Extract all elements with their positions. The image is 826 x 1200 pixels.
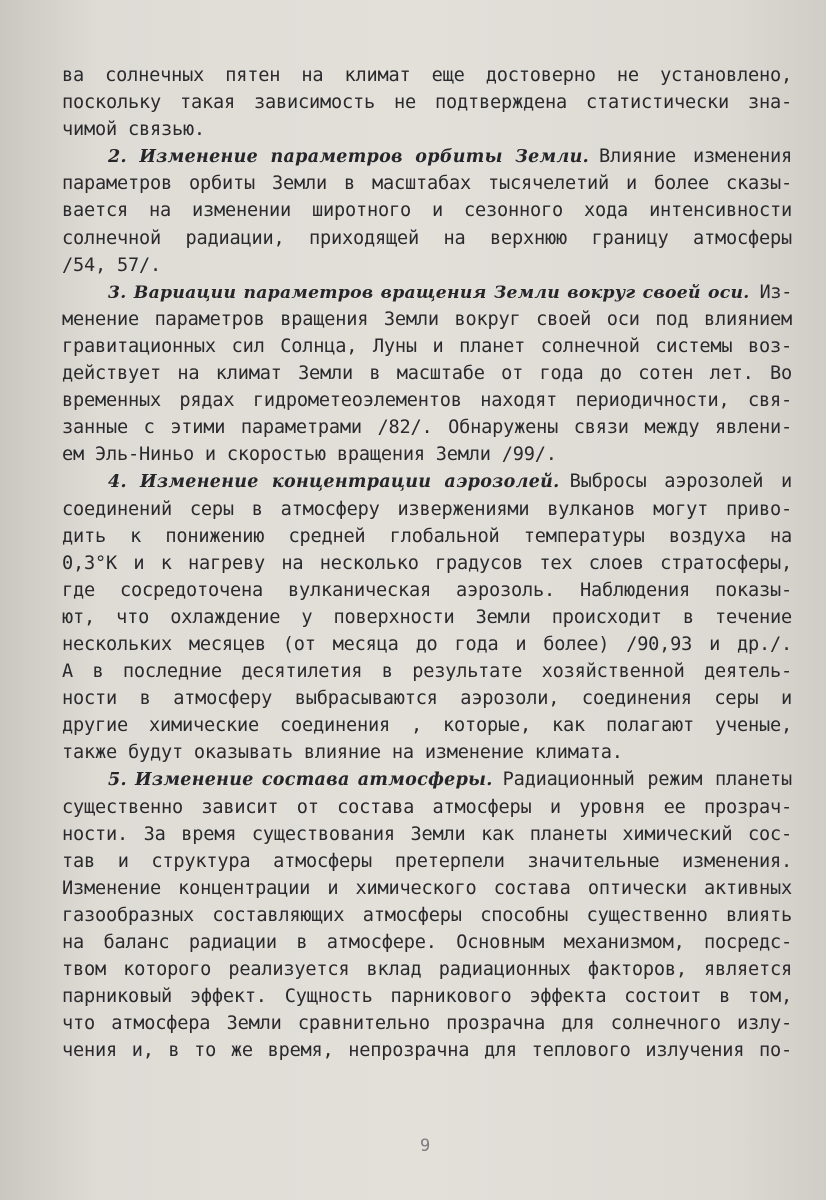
text-line	[62, 794, 792, 821]
line-text: Выбросы аэрозолей и	[569, 471, 792, 493]
section-heading-line	[62, 766, 792, 793]
text-line	[62, 360, 792, 387]
text-line	[62, 685, 792, 712]
text-line	[62, 306, 792, 333]
line-text: парниковый эффект. Сущность парникового эффекта состоит в том,	[62, 986, 792, 1008]
text-line	[62, 252, 792, 279]
line-text: временных рядах гидрометеоэлементов находят периодичности, свя-	[62, 390, 792, 412]
section-heading: 5. Изменение состава атмосферы.	[108, 770, 493, 791]
text-line	[62, 658, 792, 685]
line-text: чимой связью.	[62, 119, 205, 141]
text-line	[62, 1010, 792, 1037]
text-line	[62, 821, 792, 848]
line-text: ва солнечных пятен на климат еще достоверно не установлено,	[62, 65, 792, 86]
line-text: ем Эль-Ниньо и скоростью вращения Земли /99/.	[62, 444, 557, 466]
line-text: твом которого реализуется вклад радиационных факторов, является	[62, 959, 792, 981]
line-text: ности. За время существования Земли как планеты химический сос-	[62, 823, 792, 845]
line-text: солнечной радиации, приходящей на верхнюю границу атмосферы	[62, 227, 792, 249]
line-text: параметров орбиты Земли в масштабах тысячелетий и более сказы-	[62, 173, 792, 195]
section-heading-line	[62, 468, 792, 495]
line-text: существенно зависит от состава атмосферы и уровня ее прозрач-	[62, 796, 792, 818]
line-text: Радиационный режим планеты	[502, 769, 793, 791]
text-line	[62, 929, 792, 956]
line-text: Из-	[759, 281, 792, 303]
text-line	[62, 387, 792, 414]
text-line	[62, 225, 792, 252]
body-text	[62, 62, 792, 1064]
line-text: соединений серы в атмосферу извержениями вулканов могут приво-	[62, 498, 792, 520]
line-text: чения и, в то же время, непрозрачна для теплового излучения по-	[62, 1040, 792, 1062]
text-line	[62, 414, 792, 441]
line-text: нескольких месяцев (от месяца до года и более) /90,93 и др./.	[62, 633, 792, 655]
text-line	[62, 712, 792, 739]
line-text: тав и структура атмосферы претерпели значительные изменения.	[62, 850, 792, 872]
line-text: А в последние десятилетия в результате хозяйственной деятель-	[62, 661, 792, 683]
section-heading: 2. Изменение параметров орбиты Земли.	[108, 147, 589, 168]
text-line	[62, 89, 792, 116]
line-text: Изменение концентрации и химического состава оптически активных	[62, 877, 792, 899]
text-line	[62, 956, 792, 983]
line-text: действует на климат Земли в масштабе от года до сотен лет. Во	[62, 363, 792, 385]
line-text: ности в атмосферу выбрасываются аэрозоли, соединения серы и	[62, 688, 792, 710]
text-line	[62, 604, 792, 631]
line-text: газообразных составляющих атмосферы способны существенно влиять	[62, 904, 792, 926]
text-line	[62, 902, 792, 929]
text-line	[62, 333, 792, 360]
section-heading: 4. Изменение концентрации аэрозолей.	[108, 472, 560, 493]
text-line	[62, 116, 792, 143]
line-text: менение параметров вращения Земли вокруг своей оси под влиянием	[62, 308, 792, 330]
line-text: гравитационных сил Солнца, Луны и планет солнечной системы воз-	[62, 335, 792, 357]
text-line	[62, 631, 792, 658]
section-heading-line	[62, 279, 792, 306]
line-text: /54, 57/.	[62, 254, 161, 276]
text-line	[62, 739, 792, 766]
text-line	[62, 197, 792, 224]
text-line	[62, 62, 792, 89]
text-line	[62, 983, 792, 1010]
line-text: поскольку такая зависимость не подтверждена статистически зна-	[62, 92, 792, 114]
page-number: 9	[420, 1136, 431, 1156]
section-heading-line	[62, 143, 792, 170]
text-line	[62, 496, 792, 523]
text-line	[62, 875, 792, 902]
line-text: на баланс радиации в атмосфере. Основным механизмом, посредс-	[62, 932, 792, 953]
line-text: также будут оказывать влияние на изменение климата.	[62, 742, 623, 764]
section-heading: 3. Вариации параметров вращения Земли вокруг своей оси.	[108, 282, 750, 303]
line-text: ют, что охлаждение у поверхности Земли происходит в течение	[62, 606, 792, 628]
text-line	[62, 170, 792, 197]
line-text: дить к понижению средней глобальной температуры воздуха на	[62, 525, 792, 547]
line-text: другие химические соединения , которые, как полагают ученые,	[62, 715, 792, 737]
line-text: вается на изменении широтного и сезонного хода интенсивности	[62, 200, 792, 222]
text-line	[62, 1037, 792, 1064]
text-line	[62, 577, 792, 604]
line-text: Влияние изменения	[599, 146, 792, 168]
line-text: что атмосфера Земли сравнительно прозрачна для солнечного излу-	[62, 1013, 792, 1035]
text-line	[62, 550, 792, 577]
line-text: занные с этими параметрами /82/. Обнаружены связи между явлени-	[62, 417, 792, 439]
text-line	[62, 523, 792, 550]
line-text: 0,3°К и к нагреву на несколько градусов тех слоев стратосферы,	[62, 552, 792, 574]
text-line	[62, 441, 792, 468]
text-line	[62, 848, 792, 875]
line-text: где сосредоточена вулканическая аэрозоль. Наблюдения показы-	[62, 579, 792, 601]
